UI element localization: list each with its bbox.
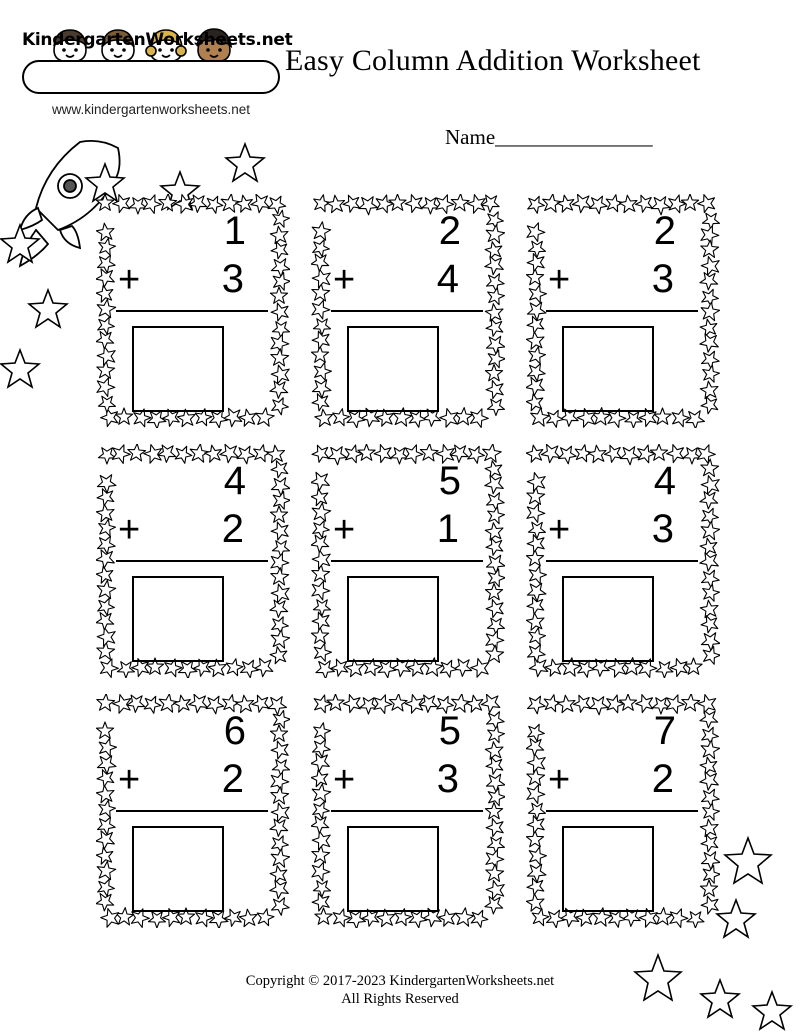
answer-box[interactable] (347, 576, 439, 662)
addend-row (333, 759, 481, 807)
answer-box[interactable] (132, 826, 224, 912)
operator-plus: + (118, 259, 141, 301)
addend-top: 1 (223, 209, 246, 253)
problem-card (518, 436, 728, 686)
sum-rule (331, 560, 483, 562)
addend-row (333, 259, 481, 307)
problem-card (303, 436, 513, 686)
operator-plus: + (333, 259, 356, 301)
site-logo[interactable] (22, 24, 293, 144)
operator-plus: + (548, 759, 571, 801)
addend-row (118, 509, 266, 557)
operator-plus: + (548, 259, 571, 301)
addend-row (118, 259, 266, 307)
problem-card (88, 436, 298, 686)
addend-top: 4 (653, 459, 676, 503)
answer-box[interactable] (132, 326, 224, 412)
page-footer (0, 972, 800, 1008)
problem-card (88, 186, 298, 436)
addend-top: 4 (223, 459, 246, 503)
problem-card (518, 186, 728, 436)
addend-top: 2 (438, 209, 461, 253)
addend-row (548, 259, 696, 307)
copyright-text: Copyright © 2017-2023 KindergartenWorksheets.net (245, 973, 555, 989)
page-header (0, 0, 800, 160)
sum-rule (116, 560, 268, 562)
addend-row (333, 509, 481, 557)
addend-bottom: 3 (651, 507, 674, 551)
addend-bottom: 3 (221, 257, 244, 301)
addend-row (548, 509, 696, 557)
problem-card (88, 686, 298, 936)
sum-rule (331, 310, 483, 312)
answer-box[interactable] (347, 826, 439, 912)
operator-plus: + (548, 509, 571, 551)
sum-rule (331, 810, 483, 812)
addend-bottom: 2 (221, 757, 244, 801)
answer-box[interactable] (562, 826, 654, 912)
logo-pill (22, 60, 280, 94)
problem-card (303, 186, 513, 436)
addend-top: 5 (438, 459, 461, 503)
rights-text: All Rights Reserved (341, 991, 459, 1007)
addend-bottom: 3 (436, 757, 459, 801)
logo-url: www.kindergartenworksheets.net (51, 102, 251, 117)
sum-rule (116, 810, 268, 812)
addend-bottom: 4 (436, 257, 459, 301)
operator-plus: + (118, 509, 141, 551)
sum-rule (546, 560, 698, 562)
answer-box[interactable] (347, 326, 439, 412)
page-title: Easy Column Addition Worksheet (285, 44, 701, 77)
addend-top: 2 (653, 209, 676, 253)
addend-top: 5 (438, 709, 461, 753)
sum-rule (116, 310, 268, 312)
logo-text: KindergartenWorksheets.net (22, 30, 293, 50)
answer-box[interactable] (562, 576, 654, 662)
addend-top: 7 (653, 709, 676, 753)
operator-plus: + (118, 759, 141, 801)
sum-rule (546, 810, 698, 812)
answer-box[interactable] (562, 326, 654, 412)
addend-bottom: 2 (651, 757, 674, 801)
addend-top: 6 (223, 709, 246, 753)
answer-box[interactable] (132, 576, 224, 662)
operator-plus: + (333, 509, 356, 551)
addend-row (118, 759, 266, 807)
problem-grid (88, 186, 728, 936)
problem-card (518, 686, 728, 936)
name-field-label: Name_______________ (445, 125, 653, 149)
addend-bottom: 2 (221, 507, 244, 551)
addend-bottom: 1 (436, 507, 459, 551)
sum-rule (546, 310, 698, 312)
operator-plus: + (333, 759, 356, 801)
addend-row (548, 759, 696, 807)
problem-card (303, 686, 513, 936)
addend-bottom: 3 (651, 257, 674, 301)
